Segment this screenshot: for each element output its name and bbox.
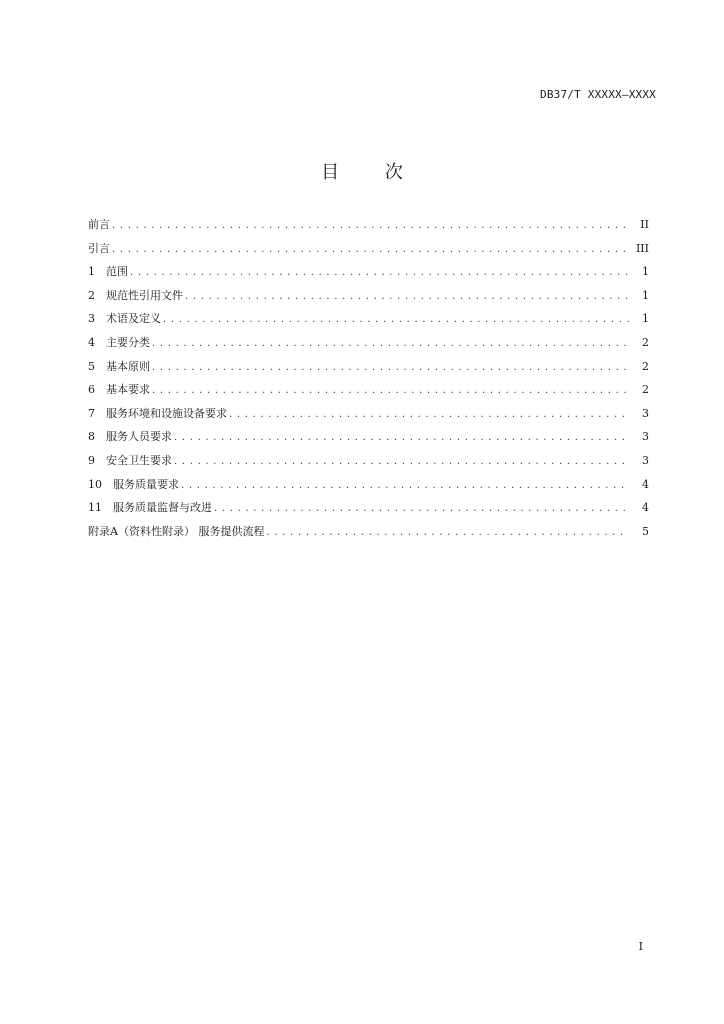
toc-dot-leader <box>185 291 629 302</box>
toc-entry-text: 服务质量监督与改进 <box>113 501 212 515</box>
toc-dot-leader <box>181 480 629 491</box>
toc-entry-page: 1 <box>642 312 649 326</box>
toc-dot-leader <box>174 432 629 443</box>
toc-entry-text: 引言 <box>88 241 110 255</box>
document-code: DB37/T XXXXX—XXXX <box>540 88 656 101</box>
toc-entry-text: 基本原则 <box>106 359 150 373</box>
toc-entry-number: 6 <box>88 383 95 397</box>
toc-entry[interactable] <box>88 240 649 264</box>
toc-entry-label <box>88 452 174 468</box>
toc-dot-leader <box>112 220 629 231</box>
toc-entry-text: 安全卫生要求 <box>106 453 172 467</box>
toc-entry-label <box>88 358 152 374</box>
table-of-contents <box>88 216 649 546</box>
toc-dot-leader <box>130 267 629 278</box>
toc-entry[interactable] <box>88 428 649 452</box>
toc-entry[interactable] <box>88 405 649 429</box>
toc-entry-text: 服务质量要求 <box>113 477 179 491</box>
toc-dot-leader <box>266 527 629 538</box>
toc-dot-leader <box>229 409 629 420</box>
toc-entry-label <box>88 499 214 515</box>
toc-entry-page: 1 <box>642 265 649 279</box>
toc-dot-leader <box>152 362 629 373</box>
toc-entry-page: 2 <box>642 335 649 349</box>
toc-entry-text: 附录A（资料性附录） 服务提供流程 <box>88 524 265 538</box>
toc-entry-page: III <box>635 241 649 255</box>
toc-entry-text: 服务人员要求 <box>106 430 172 444</box>
toc-entry[interactable] <box>88 499 649 523</box>
toc-entry-number: 11 <box>88 501 102 515</box>
toc-entry-label <box>88 476 181 492</box>
toc-entry-text: 前言 <box>88 218 110 231</box>
toc-entry-page: II <box>640 218 649 231</box>
toc-entry-label <box>88 287 185 303</box>
toc-entry-number: 3 <box>88 312 95 326</box>
toc-entry-label <box>88 310 163 326</box>
page-number: I <box>638 940 643 953</box>
toc-entry-number: 10 <box>88 477 102 491</box>
toc-dot-leader <box>214 503 629 514</box>
toc-entry[interactable] <box>88 287 649 311</box>
toc-entry-label <box>88 381 152 397</box>
toc-entry[interactable] <box>88 358 649 382</box>
toc-entry-page: 1 <box>642 288 649 302</box>
toc-entry-page: 2 <box>642 383 649 397</box>
toc-entry-number: 7 <box>88 406 95 420</box>
toc-dot-leader <box>163 314 629 325</box>
toc-entry-text: 术语及定义 <box>106 312 161 326</box>
toc-entry-page: 4 <box>642 477 649 491</box>
toc-dot-leader <box>152 338 629 349</box>
toc-entry-label <box>88 334 152 350</box>
toc-entry-label <box>88 216 112 232</box>
toc-entry-number: 5 <box>88 359 95 373</box>
toc-entry-label <box>88 405 229 421</box>
toc-entry[interactable] <box>88 476 649 500</box>
toc-entry-page: 3 <box>642 453 649 467</box>
toc-entry-page: 3 <box>642 430 649 444</box>
toc-entry[interactable] <box>88 334 649 358</box>
toc-entry-label <box>88 523 266 539</box>
toc-entry-number: 1 <box>88 265 95 279</box>
toc-entry-page: 5 <box>642 524 649 538</box>
toc-entry-text: 主要分类 <box>106 335 150 349</box>
toc-entry[interactable] <box>88 452 649 476</box>
toc-entry-label <box>88 263 130 279</box>
toc-entry-text: 基本要求 <box>106 383 150 397</box>
toc-entry[interactable] <box>88 216 649 240</box>
toc-entry[interactable] <box>88 263 649 287</box>
toc-entry[interactable] <box>88 381 649 405</box>
toc-entry-text: 范围 <box>106 265 128 279</box>
toc-entry-page: 3 <box>642 406 649 420</box>
toc-dot-leader <box>152 385 629 396</box>
toc-dot-leader <box>112 244 629 255</box>
toc-entry-page: 4 <box>642 501 649 515</box>
toc-entry-number: 8 <box>88 430 95 444</box>
toc-entry[interactable] <box>88 310 649 334</box>
toc-entry-label <box>88 240 112 256</box>
toc-entry-label <box>88 428 174 444</box>
toc-entry-number: 4 <box>88 335 95 349</box>
toc-entry-number: 2 <box>88 288 95 302</box>
toc-entry[interactable] <box>88 523 649 547</box>
toc-dot-leader <box>174 456 629 467</box>
toc-title: 目 次 <box>321 162 423 183</box>
toc-entry-text: 服务环境和设施设备要求 <box>106 406 227 420</box>
toc-entry-text: 规范性引用文件 <box>106 288 183 302</box>
toc-entry-page: 2 <box>642 359 649 373</box>
toc-entry-number: 9 <box>88 453 95 467</box>
